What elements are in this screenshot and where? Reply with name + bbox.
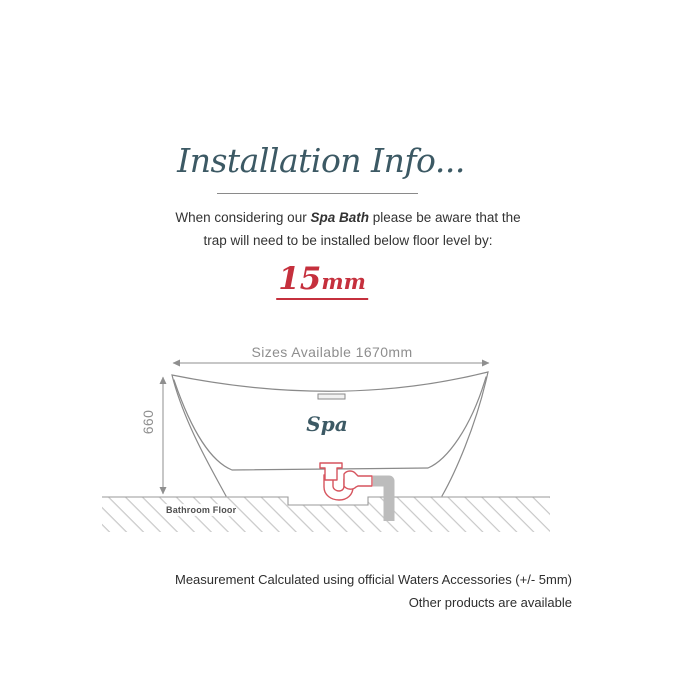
size-dimension-label: Sizes Available 1670mm <box>251 344 413 360</box>
overflow-slot <box>318 394 345 399</box>
floor-label: Bathroom Floor <box>166 505 237 515</box>
trap-depth-measurement <box>276 261 368 300</box>
installation-diagram <box>100 335 570 535</box>
tub-brand-label: Spa <box>306 412 348 436</box>
product-name: Spa Bath <box>310 210 369 225</box>
page-title: Installation Info... <box>177 141 465 180</box>
footer-line-1: Measurement Calculated using official Waters Accessories (+/- 5mm) <box>174 572 572 587</box>
trap-depth-value: 15 <box>278 261 322 297</box>
footer-line-2: Other products are available <box>408 594 572 610</box>
height-dimension-label: 660 <box>140 409 156 435</box>
intro-line-1-pre: When considering our <box>175 210 307 225</box>
trap-depth-unit: mm <box>321 269 366 294</box>
intro-line-2: trap will need to be installed below floor level by: <box>203 233 493 248</box>
title-underline <box>217 193 418 194</box>
intro-line-1-post: please be aware that the <box>372 210 521 225</box>
intro-line-1 <box>138 206 558 229</box>
intro-text <box>138 206 558 252</box>
footer-note <box>175 569 572 614</box>
